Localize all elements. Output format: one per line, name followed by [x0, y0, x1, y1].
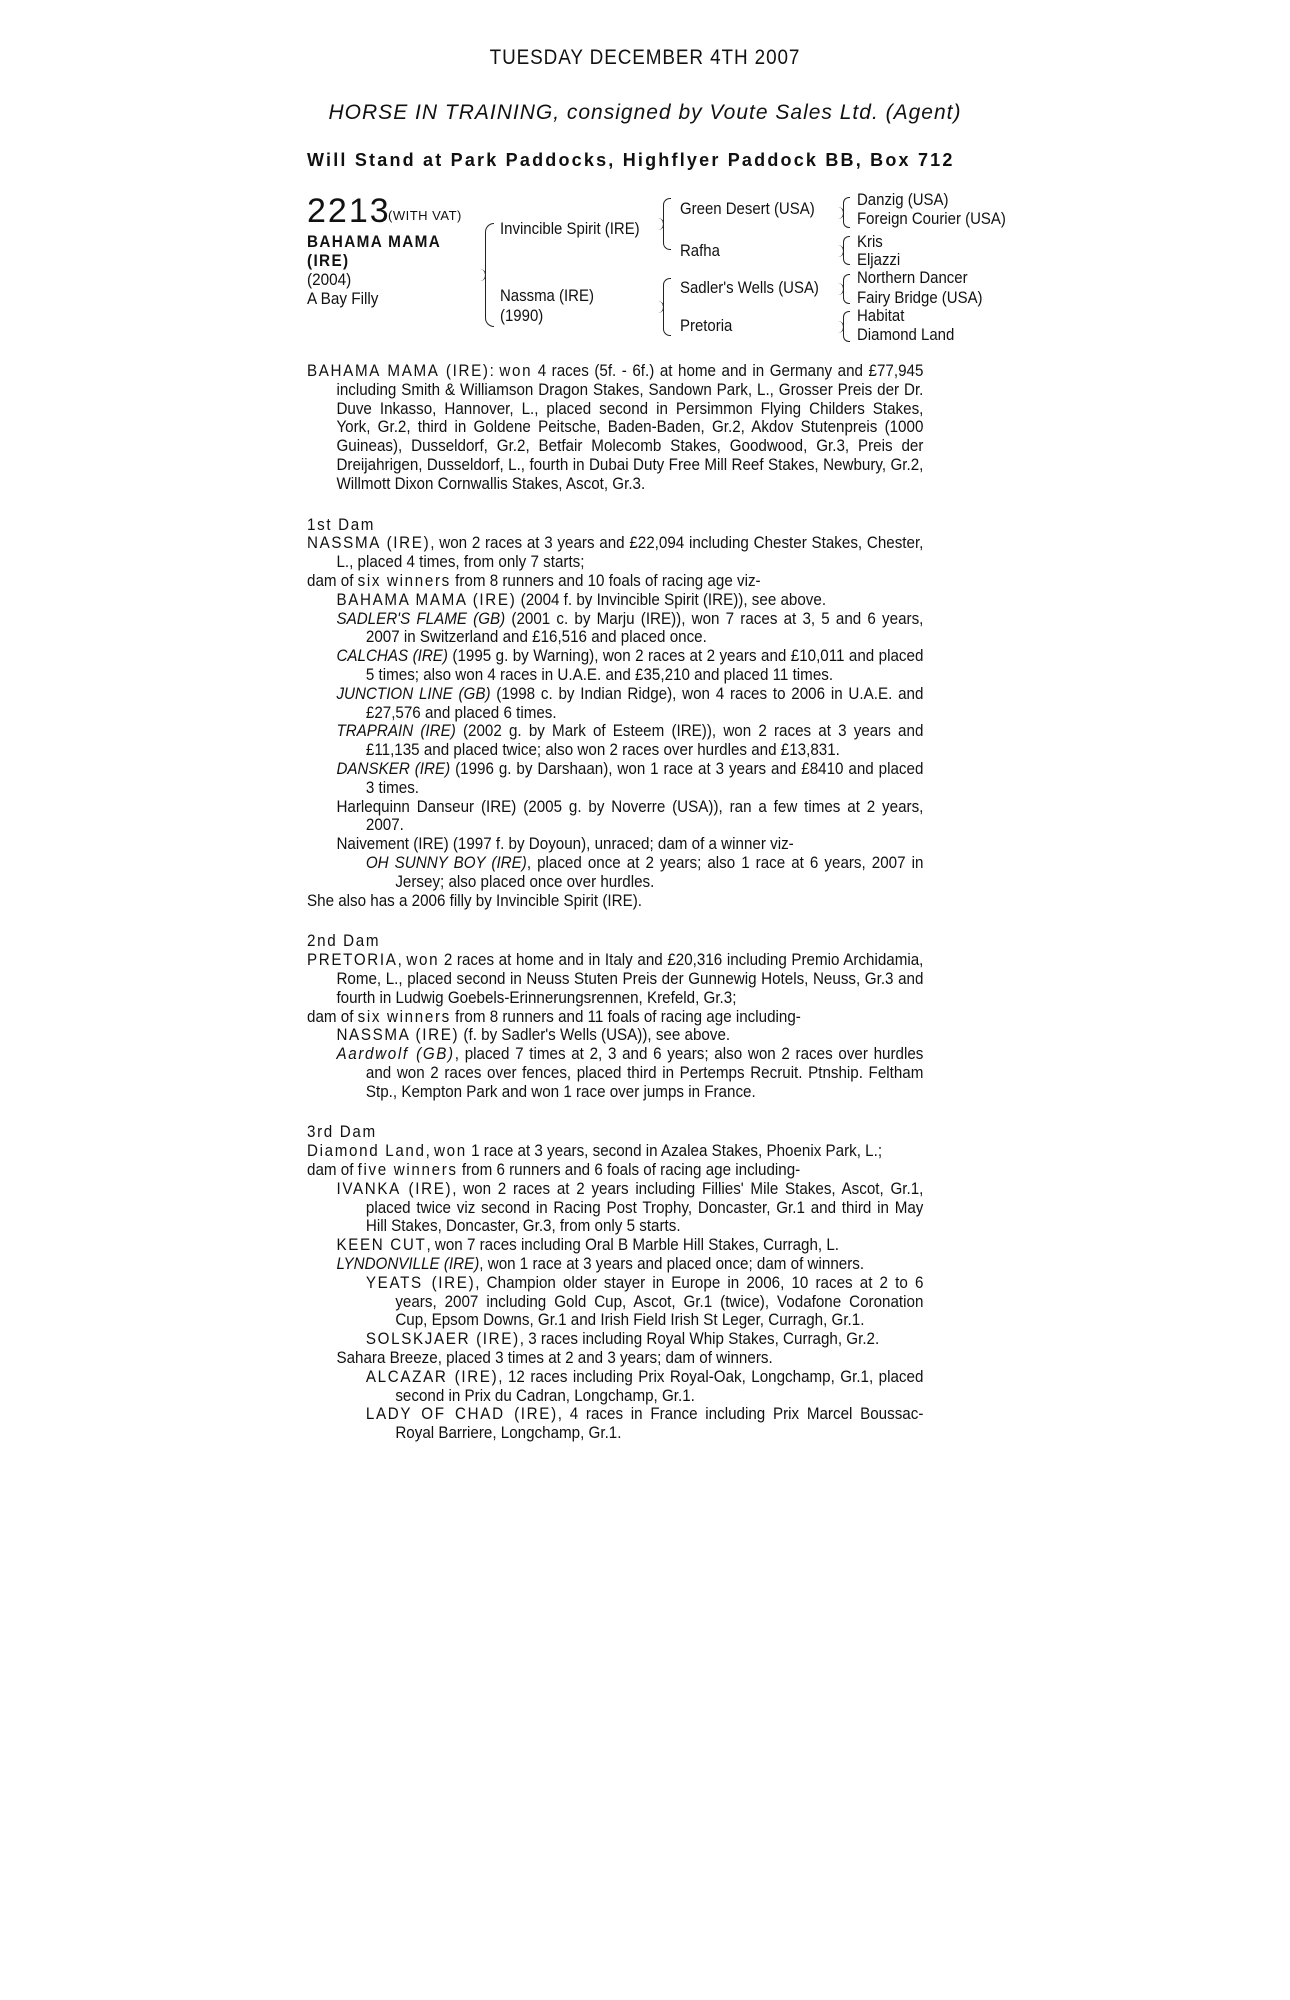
foal-name: LYNDONVILLE (IRE)	[336, 1255, 480, 1274]
foal-entry	[336, 1255, 923, 1274]
foal-text: (1998 c. by Indian Ridge), won 4 races to 2006 in U.A.E. and £27,576 and placed 6 times.	[365, 684, 924, 722]
second-dam-of-a: dam of	[307, 1007, 358, 1026]
grand-foal-name: OH SUNNY BOY (IRE)	[365, 853, 527, 872]
foal-name: BAHAMA MAMA (IRE)	[336, 590, 517, 609]
grand-foal-text: , Champion older stayer in Europe in 2006, 10 races at 2 to 6 years, 2007 including Gold Cup, Ascot, Gr.1 (twice), Vodafone Coronation Cup, Epsom Downs, Gr.1 and Irish Field Irish St Leger, Curragh, Gr.1.	[395, 1273, 924, 1330]
foal-text: (f. by Sadler's Wells (USA)), see above.	[459, 1026, 731, 1045]
foal-entry	[336, 1045, 923, 1101]
third-dam-name: Diamond Land	[307, 1142, 426, 1161]
grand-foal-name: YEATS (IRE)	[365, 1273, 476, 1292]
first-dam-of-c: from 8 runners and 10 foals of racing age viz-	[450, 571, 761, 590]
third-dam-of-c: from 6 runners and 6 foals of racing age including-	[457, 1161, 801, 1180]
second-dam-of-c: from 8 runners and 11 foals of racing age including-	[450, 1007, 801, 1026]
pedigree-brace-main	[485, 223, 494, 327]
foal-entry	[336, 798, 923, 836]
stand-location: Will Stand at Park Paddocks, Highflyer Paddock BB, Box 712	[307, 150, 955, 170]
foal-entry	[336, 760, 923, 798]
pedigree-g8: Diamond Land	[857, 325, 955, 344]
pedigree-sire-dam: Rafha	[680, 241, 720, 260]
foal-text: , placed 7 times at 2, 3 and 6 years; also won 2 races over hurdles and won 2 races over fences, placed third in Pertemps Recruit. Ptnship. Feltham Stp., Kempton Park and won 1 race over jumps in France.	[365, 1045, 924, 1101]
pedigree-brace-sire	[663, 198, 671, 250]
lot-number: 2213	[307, 192, 391, 230]
second-dam-text: 2 races at home and in Italy and £20,316 including Premio Archidamia, Rome, L., placed second in Neuss Stuten Preis der Gunnewig Hotels, Neuss, Gr.3 and fourth in Ludwig Goebels-Erinnerungsrennen, Krefeld, Gr.3;	[336, 951, 924, 1007]
grand-foal-entry	[366, 1330, 924, 1349]
horse-description: A Bay Filly	[307, 289, 379, 308]
foal-name: TRAPRAIN (IRE)	[336, 722, 456, 741]
foal-entry	[336, 591, 923, 610]
pedigree-brace-g3	[843, 274, 850, 304]
grand-foal-name: ALCAZAR (IRE)	[365, 1367, 499, 1386]
summary-won: won	[499, 362, 533, 380]
pedigree-sire: Invincible Spirit (IRE)	[500, 219, 640, 238]
pedigree-brace-dam	[663, 278, 671, 336]
foal-text: , won 1 race at 3 years and placed once; dam of winners.	[479, 1255, 865, 1274]
horse-name: BAHAMA MAMA	[307, 232, 442, 251]
second-dam-title: 2nd Dam	[307, 932, 381, 951]
foal-name: CALCHAS (IRE)	[336, 647, 448, 666]
race-record	[307, 362, 923, 1443]
foal-text: Harlequinn Danseur (IRE) (2005 g. by Noverre (USA)), ran a few times at 2 years, 2007.	[336, 797, 924, 835]
horse-year: (2004)	[307, 270, 352, 289]
foal-entry	[336, 1026, 923, 1045]
grand-foal-entry	[366, 1368, 924, 1406]
pedigree-g4: Eljazzi	[857, 250, 901, 269]
foal-text: (2004 f. by Invincible Spirit (IRE)), see above.	[516, 590, 827, 609]
foal-entry	[336, 1349, 923, 1368]
pedigree-dam-year: (1990)	[500, 306, 544, 325]
third-dam-of-winners: five winners	[357, 1161, 458, 1180]
grand-foal-text: , placed once at 2 years; also 1 race at 6 years, 2007 in Jersey; also placed once over hurdles.	[395, 853, 924, 891]
first-dam-produce-line	[307, 572, 923, 591]
grand-foal-text: , 3 races including Royal Whip Stakes, Curragh, Gr.2.	[519, 1330, 880, 1349]
foal-text: (1996 g. by Darshaan), won 1 race at 3 years and £8410 and placed 3 times.	[365, 759, 924, 797]
foal-entry	[336, 1180, 923, 1236]
third-dam-of-a: dam of	[307, 1161, 358, 1180]
summary-paragraph: BAHAMA MAMA (IRE): won 4 races (5f. - 6f.) at home and in Germany and £77,945 including Smith & Williamson Dragon Stakes, Sandown Park, L., Grosser Preis der Dr. Duve Inkasso, Hannover, L., placed second in Persimmon Flying Childers Stakes, York, Gr.2, third in Goldene Peitsche, Baden-Baden, Gr.2, Akdov Stutenpreis (1000 Guineas), Dusseldorf, Gr.2, Betfair Molecomb Stakes, Goodwood, Gr.3, Preis der Dreijahrigen, Dusseldorf, L., fourth in Dubai Duty Free Mill Reef Stakes, Newbury, Gr.2, Willmott Dixon Cornwallis Stakes, Ascot, Gr.3.	[307, 362, 924, 493]
grand-foal-text: , 4 races in France including Prix Marcel Boussac-Royal Barriere, Longchamp, Gr.1.	[395, 1405, 924, 1443]
second-dam-record: PRETORIA, won 2 races at home and in Italy and £20,316 including Premio Archidamia, Rome, L., placed second in Neuss Stuten Preis der Gunnewig Hotels, Neuss, Gr.3 and fourth in Ludwig Goebels-Erinnerungsrennen, Krefeld, Gr.3;	[307, 951, 924, 1007]
grand-foal-entry	[366, 1274, 924, 1330]
foal-name: NASSMA (IRE)	[336, 1026, 460, 1045]
third-dam-record: Diamond Land, won 1 race at 3 years, second in Azalea Stakes, Phoenix Park, L.;	[307, 1142, 883, 1161]
foal-text: (1995 g. by Warning), won 2 races at 2 years and £10,011 and placed 5 times; also won 4 races in U.A.E. and £35,210 and placed 11 times.	[365, 647, 924, 684]
second-dam-won: won	[406, 951, 440, 970]
foal-name: DANSKER (IRE)	[336, 759, 451, 778]
foal-text: , won 2 races at 2 years including Fillies' Mile Stakes, Ascot, Gr.1, placed twice viz second in Racing Post Trophy, Doncaster, Gr.1 and third in May Hill Stakes, Doncaster, Gr.3, from only 5 starts.	[365, 1179, 924, 1236]
foal-name: IVANKA (IRE)	[336, 1179, 453, 1198]
first-dam-also: She also has a 2006 filly by Invincible Spirit (IRE).	[307, 891, 642, 910]
horse-info	[307, 232, 441, 308]
summary-horse-name: BAHAMA MAMA (IRE)	[307, 362, 490, 380]
first-dam-of-winners: six winners	[357, 571, 451, 590]
pedigree-g3: Kris	[857, 232, 883, 251]
first-dam-of-a: dam of	[307, 571, 358, 590]
third-dam-text: 1 race at 3 years, second in Azalea Stakes, Phoenix Park, L.;	[471, 1142, 883, 1161]
pedigree-g2: Foreign Courier (USA)	[857, 209, 1006, 228]
pedigree-brace-g4	[843, 311, 850, 342]
second-dam-name: PRETORIA	[307, 951, 398, 970]
pedigree-dam-sire: Sadler's Wells (USA)	[680, 278, 819, 297]
pedigree-g7: Habitat	[857, 306, 905, 325]
pedigree-dam: Nassma (IRE)	[500, 286, 594, 305]
foal-text: Naivement (IRE) (1997 f. by Doyoun), unraced; dam of a winner viz-	[336, 835, 794, 854]
grand-foal-entry	[366, 1405, 924, 1443]
foal-text: (2001 c. by Marju (IRE)), won 7 races at 3, 5 and 6 years, 2007 in Switzerland and £16,516 and placed once.	[365, 609, 924, 647]
summary-text: 4 races (5f. - 6f.) at home and in Germany and £77,945 including Smith & Williamson Dragon Stakes, Sandown Park, L., Grosser Preis der Dr. Duve Inkasso, Hannover, L., placed second in Persimmon Flying Childers Stakes, York, Gr.2, third in Goldene Peitsche, Baden-Baden, Gr.2, Akdov Stutenpreis (1000 Guineas), Dusseldorf, Gr.2, Betfair Molecomb Stakes, Goodwood, Gr.3, Preis der Dreijahrigen, Dusseldorf, L., fourth in Dubai Duty Free Mill Reef Stakes, Newbury, Gr.2, Willmott Dixon Cornwallis Stakes, Ascot, Gr.3.	[336, 362, 924, 493]
pedigree-brace-g1	[843, 197, 850, 228]
first-dam-title: 1st Dam	[307, 515, 376, 534]
foal-name: KEEN CUT	[336, 1236, 427, 1255]
second-dam-produce-line	[307, 1008, 923, 1027]
third-dam-produce-line	[307, 1161, 923, 1180]
lot-vat: (WITH VAT)	[388, 208, 462, 223]
consignment-line: HORSE IN TRAINING, consigned by Voute Sales Ltd. (Agent)	[328, 101, 962, 124]
third-dam-title: 3rd Dam	[307, 1123, 377, 1142]
foal-entry	[336, 1236, 923, 1255]
foal-text: Sahara Breeze, placed 3 times at 2 and 3 years; dam of winners.	[336, 1349, 773, 1368]
pedigree-g1: Danzig (USA)	[857, 190, 949, 209]
pedigree-sire-sire: Green Desert (USA)	[680, 199, 815, 218]
pedigree-g5: Northern Dancer	[857, 268, 968, 287]
grand-foal-entry	[366, 854, 924, 892]
second-dam-of-winners: six winners	[357, 1007, 451, 1026]
foal-entry	[336, 835, 923, 854]
foal-name: JUNCTION LINE (GB)	[336, 684, 491, 703]
grand-foal-name: LADY OF CHAD (IRE)	[365, 1405, 558, 1424]
foal-name: Aardwolf (GB)	[336, 1045, 455, 1064]
grand-foal-name: SOLSKJAER (IRE)	[365, 1330, 520, 1349]
foal-entry	[336, 722, 923, 760]
first-dam-record	[307, 534, 923, 572]
foal-entry	[336, 610, 923, 648]
pedigree-dam-dam: Pretoria	[680, 316, 733, 335]
third-dam-won: won	[434, 1142, 467, 1161]
pedigree-g6: Fairy Bridge (USA)	[857, 288, 983, 307]
first-dam-text: , won 2 races at 3 years and £22,094 including Chester Stakes, Chester, L., placed 4 times, from only 7 starts;	[336, 534, 924, 572]
horse-country: (IRE)	[307, 251, 350, 270]
foal-text: , won 7 races including Oral B Marble Hill Stakes, Curragh, L.	[426, 1236, 840, 1255]
sale-date: TUESDAY DECEMBER 4TH 2007	[489, 46, 801, 69]
first-dam-name: NASSMA (IRE)	[307, 534, 431, 553]
foal-entry	[336, 685, 923, 723]
grand-foal-text: , 12 races including Prix Royal-Oak, Longchamp, Gr.1, placed second in Prix du Cadran, Longchamp, Gr.1.	[395, 1367, 924, 1405]
foal-name: SADLER'S FLAME (GB)	[336, 609, 506, 628]
pedigree-brace-g2	[843, 236, 850, 265]
foal-entry	[336, 647, 923, 685]
foal-text: (2002 g. by Mark of Esteem (IRE)), won 2 races at 3 years and £11,135 and placed twice; also won 2 races over hurdles and £13,831.	[365, 722, 924, 760]
